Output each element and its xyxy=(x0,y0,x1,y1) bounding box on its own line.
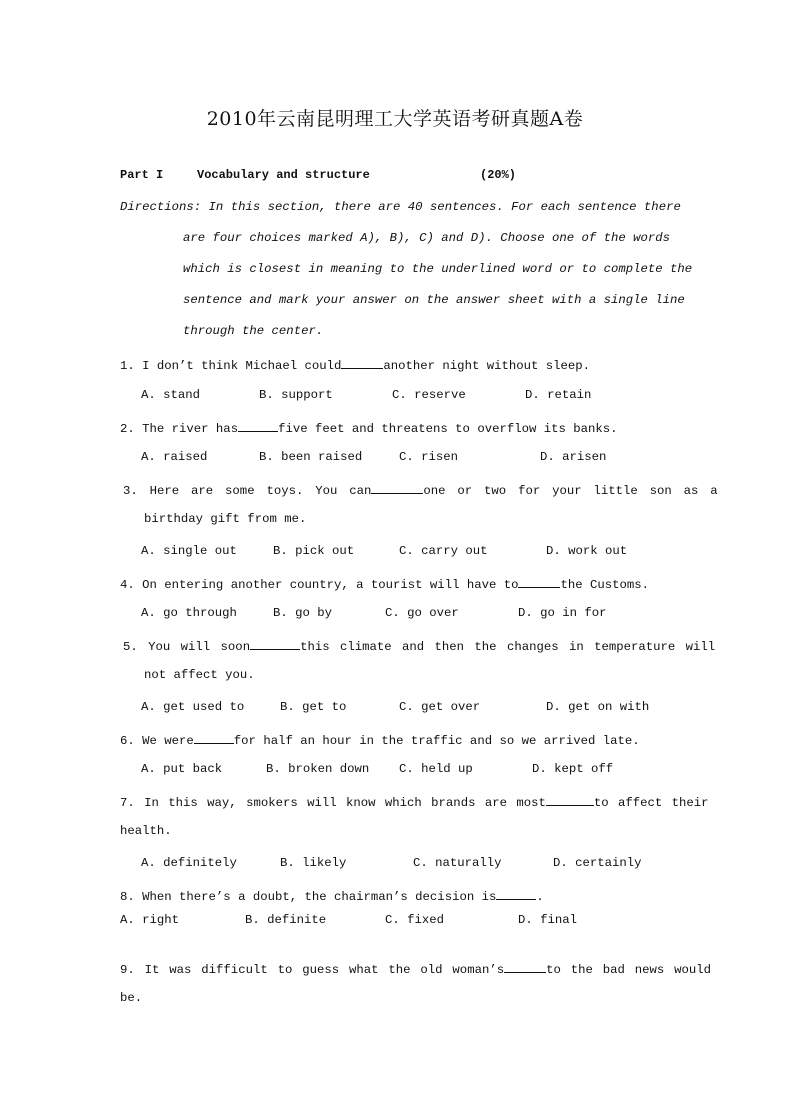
option-c: C. held up xyxy=(399,762,473,776)
option-c: C. fixed xyxy=(385,913,445,927)
question-7-continuation: health. xyxy=(120,824,172,838)
stem-text: to the bad news would xyxy=(546,963,712,977)
option-b: B. get to xyxy=(280,700,347,714)
option-a: A. put back xyxy=(141,762,223,776)
directions-line: which is closest in meaning to the underlined word or to complete the xyxy=(183,262,693,276)
option-a: A. single out xyxy=(141,544,237,558)
question-5-stem xyxy=(123,637,715,654)
stem-text: 8. When there’s a doubt, the chairman’s decision is xyxy=(120,890,497,904)
part-label: Part I xyxy=(120,168,164,182)
option-a: A. get used to xyxy=(141,700,245,714)
option-d: D. certainly xyxy=(553,856,642,870)
question-4-stem xyxy=(120,575,649,592)
option-c: C. carry out xyxy=(399,544,488,558)
stem-text: 9. It was difficult to guess what the old woman’s xyxy=(120,963,505,977)
page-title: 2010年云南昆明理工大学英语考研真题A卷 xyxy=(206,108,584,130)
stem-text: to affect their xyxy=(593,796,709,810)
answer-blank xyxy=(238,419,278,432)
stem-text: five feet and threatens to overflow its banks. xyxy=(278,422,618,436)
stem-text: another night without sleep. xyxy=(383,359,591,373)
answer-blank xyxy=(504,960,546,973)
option-b: B. go by xyxy=(273,606,333,620)
question-5-continuation: not affect you. xyxy=(144,668,255,682)
option-c: C. risen xyxy=(399,450,459,464)
stem-text: 7. In this way, smokers will know which brands are most xyxy=(120,796,546,810)
option-b: B. broken down xyxy=(266,762,370,776)
option-d: D. final xyxy=(518,913,578,927)
stem-text: for half an hour in the traffic and so we arrived late. xyxy=(233,734,640,748)
question-3-continuation: birthday gift from me. xyxy=(144,512,307,526)
option-d: D. work out xyxy=(546,544,628,558)
stem-text: 2. The river has xyxy=(120,422,239,436)
stem-text: one or two for your little son as a xyxy=(423,484,718,498)
directions-line: sentence and mark your answer on the answer sheet with a single line xyxy=(183,293,685,307)
question-2-stem xyxy=(120,419,618,436)
answer-blank xyxy=(518,575,560,588)
question-7-stem xyxy=(120,793,709,810)
directions-line: are four choices marked A), B), C) and D). Choose one of the words xyxy=(183,231,671,245)
option-c: C. reserve xyxy=(392,388,466,402)
directions-line: through the center. xyxy=(183,324,324,338)
option-b: B. definite xyxy=(245,913,327,927)
option-a: A. stand xyxy=(141,388,201,402)
answer-blank xyxy=(194,731,234,744)
stem-text: 6. We were xyxy=(120,734,194,748)
option-d: D. retain xyxy=(525,388,592,402)
option-b: B. been raised xyxy=(259,450,363,464)
answer-blank xyxy=(250,637,300,650)
option-d: D. get on with xyxy=(546,700,650,714)
option-a: A. definitely xyxy=(141,856,237,870)
question-8-stem xyxy=(120,887,544,904)
answer-blank xyxy=(341,356,383,369)
stem-text: this climate and then the changes in temperature will xyxy=(300,640,716,654)
option-c: C. go over xyxy=(385,606,459,620)
option-b: B. pick out xyxy=(273,544,355,558)
question-9-stem xyxy=(120,960,711,977)
stem-text: 1. I don’t think Michael could xyxy=(120,359,342,373)
option-d: D. go in for xyxy=(518,606,607,620)
question-9-continuation: be. xyxy=(120,991,143,1005)
option-c: C. naturally xyxy=(413,856,502,870)
stem-text: 5. You will soon xyxy=(123,640,251,654)
stem-text: . xyxy=(536,890,544,904)
option-c: C. get over xyxy=(399,700,481,714)
answer-blank xyxy=(371,481,423,494)
answer-blank xyxy=(546,793,594,806)
stem-text: the Customs. xyxy=(560,578,650,592)
part-name: Vocabulary and structure xyxy=(197,168,370,182)
stem-text: 3. Here are some toys. You can xyxy=(123,484,372,498)
option-a: A. raised xyxy=(141,450,208,464)
option-d: D. kept off xyxy=(532,762,614,776)
question-1-stem xyxy=(120,356,590,373)
option-b: B. likely xyxy=(280,856,347,870)
question-6-stem xyxy=(120,731,640,748)
option-a: A. go through xyxy=(141,606,237,620)
answer-blank xyxy=(496,887,536,900)
option-d: D. arisen xyxy=(540,450,607,464)
option-a: A. right xyxy=(120,913,180,927)
question-3-stem xyxy=(123,481,718,498)
stem-text: 4. On entering another country, a tourist will have to xyxy=(120,578,519,592)
directions-line: Directions: In this section, there are 40 sentences. For each sentence there xyxy=(120,200,681,214)
option-b: B. support xyxy=(259,388,333,402)
part-percent: (20%) xyxy=(480,168,517,182)
